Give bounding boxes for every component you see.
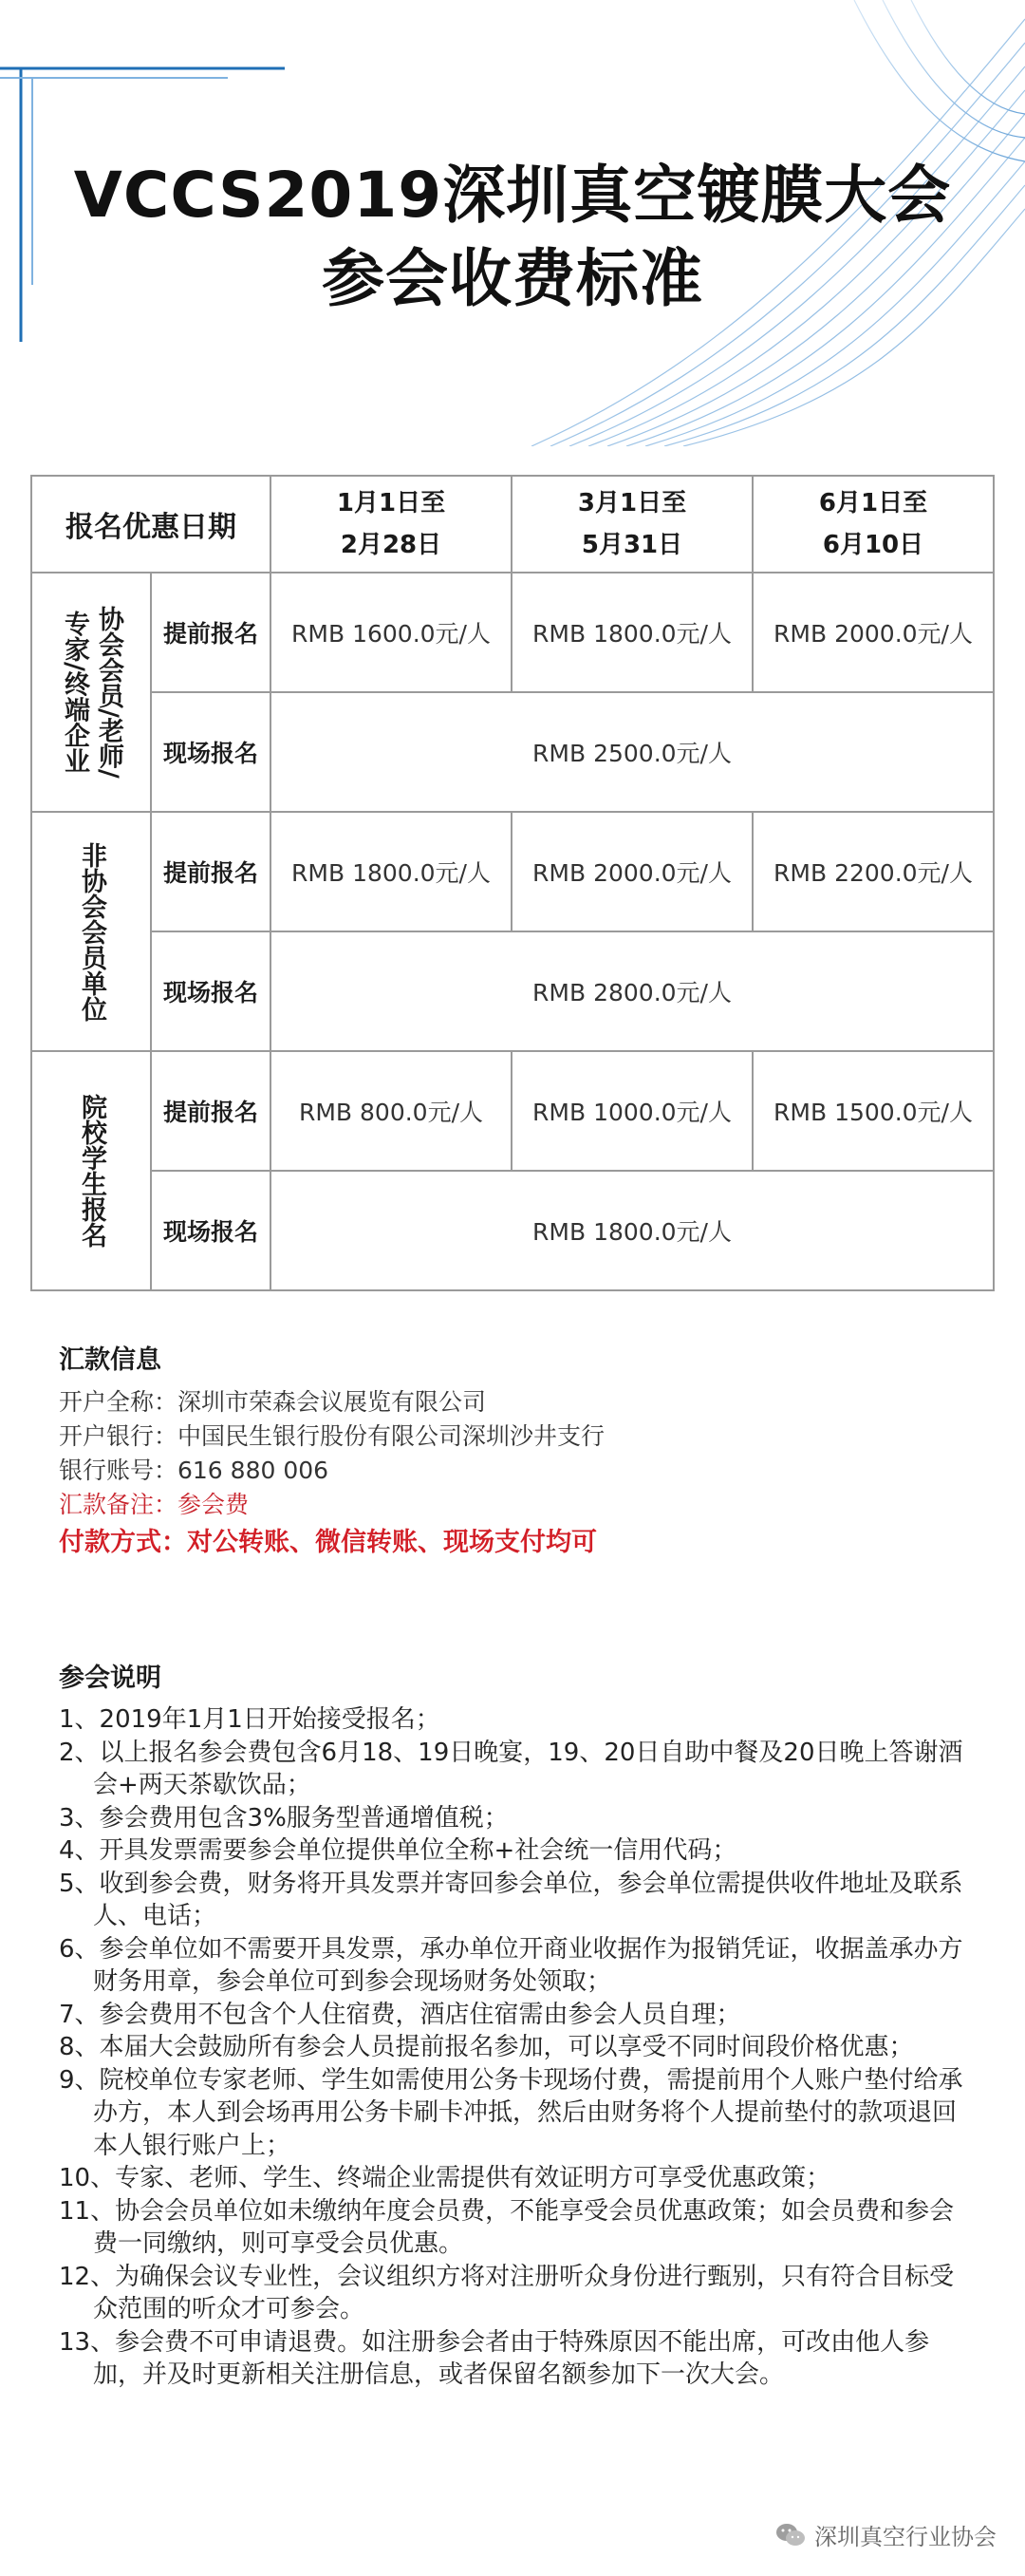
early-label: 提前报名	[151, 573, 270, 692]
period-header: 6月1日至 6月10日	[753, 476, 994, 573]
list-item: 7、参会费用不包含个人住宿费，酒店住宿需由参会人员自理；	[59, 2000, 741, 2029]
footer-watermark	[774, 2518, 997, 2551]
table-row	[31, 692, 994, 812]
page-title: VCCS2019深圳真空镀膜大会	[73, 159, 952, 232]
fee-table	[30, 475, 995, 1291]
price-cell: RMB 2000.0元/人	[512, 812, 753, 931]
list-item: 4、开具发票需要参会单位提供单位全称+社会统一信用代码；	[59, 1836, 737, 1865]
table-row	[31, 931, 994, 1051]
price-cell: RMB 2200.0元/人	[753, 812, 994, 931]
remittance-section	[59, 1339, 970, 1564]
table-row	[31, 1051, 994, 1171]
price-cell: RMB 2000.0元/人	[753, 573, 994, 692]
onsite-label: 现场报名	[151, 1171, 270, 1290]
wechat-icon	[774, 2521, 807, 2549]
notes-section	[59, 1657, 970, 2392]
list-item: 5、收到参会费，财务将开具发票并寄回参会单位，参会单位需提供收件地址及联系人、电话；	[59, 1869, 963, 1930]
payment-methods: 付款方式：对公转账、微信转账、现场支付均可	[59, 1528, 597, 1557]
period-header: 1月1日至 2月28日	[270, 476, 512, 573]
date-header-label: 报名优惠日期	[31, 476, 270, 573]
notes-title: 参会说明	[59, 1664, 161, 1693]
price-cell: RMB 1500.0元/人	[753, 1051, 994, 1171]
early-label: 提前报名	[151, 812, 270, 931]
onsite-label: 现场报名	[151, 931, 270, 1051]
price-cell: RMB 1600.0元/人	[270, 573, 512, 692]
list-item: 12、为确保会议专业性，会议组织方将对注册听众身份进行甄别，只有符合目标受众范围的听众才可参会。	[59, 2262, 955, 2323]
onsite-price: RMB 1800.0元/人	[270, 1171, 994, 1290]
notes-list	[59, 1703, 970, 2392]
remittance-title: 汇款信息	[59, 1345, 161, 1375]
list-item: 8、本届大会鼓励所有参会人员提前报名参加，可以享受不同时间段价格优惠；	[59, 2033, 914, 2061]
category-non-member: 非协会会员单位	[31, 812, 151, 1051]
account-name: 开户全称：深圳市荣森会议展览有限公司	[59, 1388, 487, 1416]
list-item: 6、参会单位如不需要开具发票，承办单位开商业收据作为报销凭证，收据盖承办方财务用章，参会单位可到参会现场财务处领取；	[59, 1934, 963, 1996]
price-cell: RMB 800.0元/人	[270, 1051, 512, 1171]
onsite-price: RMB 2800.0元/人	[270, 931, 994, 1051]
table-row	[31, 1171, 994, 1290]
list-item: 2、以上报名参会费包含6月18、19日晚宴，19、20日自助中餐及20日晚上答谢酒会+两天茶歇饮品；	[59, 1738, 963, 1799]
table-header-row	[31, 476, 994, 573]
footer-text: 深圳真空行业协会	[814, 2524, 997, 2550]
list-item: 3、参会费用包含3%服务型普通增值税；	[59, 1803, 509, 1833]
category-student: 院校学生报名	[31, 1051, 151, 1290]
period-header: 3月1日至 5月31日	[512, 476, 753, 573]
onsite-label: 现场报名	[151, 692, 270, 812]
price-cell: RMB 1800.0元/人	[270, 812, 512, 931]
category-member: 协会会员/老师/ 专家/终端企业	[31, 573, 151, 812]
table-row	[31, 573, 994, 692]
remittance-remark: 汇款备注：参会费	[59, 1491, 250, 1518]
onsite-price: RMB 2500.0元/人	[270, 692, 994, 812]
list-item: 10、专家、老师、学生、终端企业需提供有效证明方可享受优惠政策；	[59, 2164, 831, 2192]
bank-name: 开户银行：中国民生银行股份有限公司深圳沙井支行	[59, 1422, 606, 1450]
table-row	[31, 812, 994, 931]
account-number: 银行账号：616 880 006	[59, 1457, 329, 1484]
price-cell: RMB 1800.0元/人	[512, 573, 753, 692]
list-item: 13、参会费不可申请退费。如注册参会者由于特殊原因不能出席，可改由他人参加，并及时更新相关注册信息，或者保留名额参加下一次大会。	[59, 2327, 930, 2389]
early-label: 提前报名	[151, 1051, 270, 1171]
price-cell: RMB 1000.0元/人	[512, 1051, 753, 1171]
list-item: 1、2019年1月1日开始接受报名；	[59, 1705, 440, 1734]
page-subtitle: 参会收费标准	[322, 242, 703, 315]
list-item: 11、协会会员单位如未缴纳年度会员费，不能享受会员优惠政策；如会员费和参会费一同缴纳，则可享受会员优惠。	[59, 2196, 955, 2258]
list-item: 9、院校单位专家老师、学生如需使用公务卡现场付费，需提前用个人账户垫付给承办方，本人到会场再用公务卡刷卡冲抵，然后由财务将个人提前垫付的款项退回本人银行账户上；	[59, 2065, 963, 2160]
